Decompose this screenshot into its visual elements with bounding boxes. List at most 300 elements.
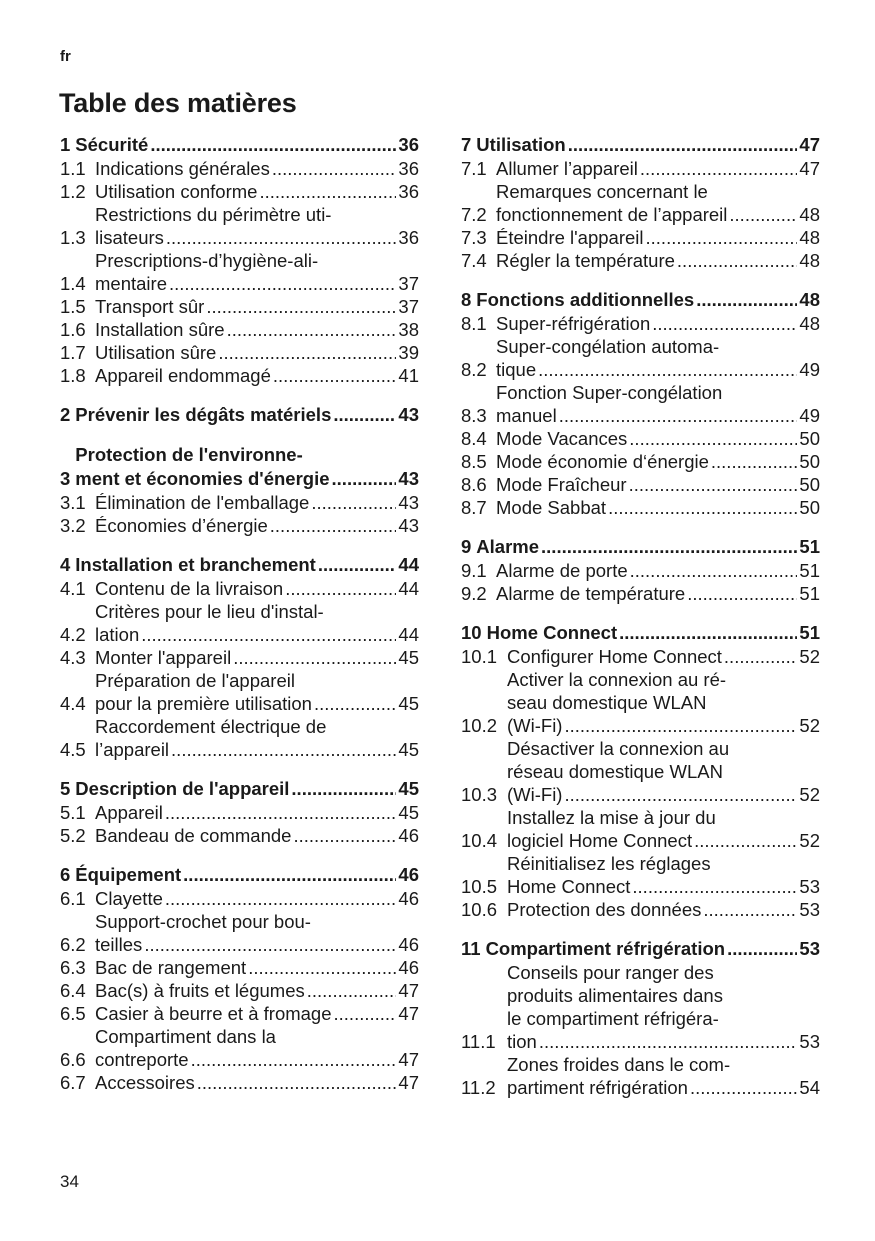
toc-leader xyxy=(727,937,797,961)
toc-entry[interactable] xyxy=(461,737,820,806)
toc-number: 6.4 xyxy=(60,980,86,1001)
toc-leader xyxy=(640,157,798,180)
toc-title: Mode Sabbat xyxy=(496,497,607,518)
toc-page-number: 53 xyxy=(799,899,820,920)
toc-number: 8.6 xyxy=(461,474,487,495)
toc-section[interactable] xyxy=(60,133,419,157)
toc-page-number: 43 xyxy=(398,492,419,513)
toc-number: 6.1 xyxy=(60,888,86,909)
toc-title: Utilisation sûre xyxy=(95,342,217,363)
toc-number: 1 xyxy=(60,134,71,155)
toc-leader xyxy=(293,824,396,847)
toc-page-number: 46 xyxy=(398,825,419,846)
toc-entry[interactable] xyxy=(461,226,820,249)
toc-section[interactable] xyxy=(60,443,419,491)
toc-leader xyxy=(191,1048,397,1071)
toc-entry[interactable] xyxy=(461,157,820,180)
toc-entry[interactable] xyxy=(60,801,419,824)
toc-leader xyxy=(332,467,397,491)
toc-title: Prévenir les dégâts matériels xyxy=(75,404,332,425)
toc-page-number: 46 xyxy=(398,864,419,885)
toc-number: 7.1 xyxy=(461,158,487,179)
toc-number: 10.5 xyxy=(461,876,498,897)
toc-number: 3.2 xyxy=(60,515,86,536)
toc-entry[interactable] xyxy=(461,381,820,427)
toc-title: Alarme xyxy=(476,536,540,557)
toc-page-number: 48 xyxy=(799,313,820,334)
toc-title: Zones froides dans le com- xyxy=(507,1054,731,1075)
toc-title: Éteindre l'appareil xyxy=(496,227,644,248)
toc-entry[interactable] xyxy=(461,898,820,921)
toc-entry[interactable] xyxy=(60,910,419,956)
toc-number: 6.2 xyxy=(60,934,86,955)
toc-title: Sécurité xyxy=(75,134,149,155)
toc-title: pour la première utilisation xyxy=(95,693,312,714)
toc-leader xyxy=(630,559,798,582)
toc-leader xyxy=(568,133,798,157)
toc-number: 5.2 xyxy=(60,825,86,846)
toc-title: manuel xyxy=(496,405,557,426)
toc-title: Compartiment réfrigération xyxy=(485,938,726,959)
toc-leader xyxy=(564,714,797,737)
toc-title: contreporte xyxy=(95,1049,189,1070)
toc-number: 6.7 xyxy=(60,1072,86,1093)
toc-leader xyxy=(311,491,396,514)
toc-section[interactable] xyxy=(461,288,820,312)
toc-number: 10.2 xyxy=(461,715,498,736)
toc-leader xyxy=(629,473,798,496)
toc-title: Allumer l’appareil xyxy=(496,158,638,179)
toc-number: 1.6 xyxy=(60,319,86,340)
toc-title: Description de l'appareil xyxy=(75,778,290,799)
toc-entry[interactable] xyxy=(461,961,820,1053)
toc-title: Home Connect xyxy=(486,622,618,643)
toc-leader xyxy=(197,1071,397,1094)
toc-page-number: 43 xyxy=(398,404,419,425)
toc-leader xyxy=(218,341,396,364)
toc-title: Casier à beurre et à fromage xyxy=(95,1003,332,1024)
toc-number: 11.2 xyxy=(461,1077,496,1098)
toc-leader xyxy=(729,203,797,226)
toc-leader xyxy=(334,1002,397,1025)
toc-leader xyxy=(273,364,397,387)
toc-title: Équipement xyxy=(75,864,182,885)
toc-leader xyxy=(206,295,396,318)
toc-page-number: 45 xyxy=(398,802,419,823)
toc-title: Installation sûre xyxy=(95,319,225,340)
toc-number: 6 xyxy=(60,864,71,885)
toc-leader xyxy=(248,956,396,979)
toc-leader xyxy=(711,450,798,473)
toc-page-number: 52 xyxy=(799,715,820,736)
toc-leader xyxy=(646,226,798,249)
toc-section[interactable] xyxy=(461,937,820,961)
toc-page-number: 37 xyxy=(398,296,419,317)
toc-leader xyxy=(559,404,798,427)
toc-number: 1.3 xyxy=(60,227,86,248)
toc-number: 2 xyxy=(60,404,71,425)
toc-number: 6.3 xyxy=(60,957,86,978)
toc-page-number: 48 xyxy=(799,250,820,271)
toc-leader xyxy=(314,692,396,715)
toc-title: Protection de l'environne- xyxy=(75,444,303,465)
toc-page-number: 50 xyxy=(799,428,820,449)
toc-page-number: 51 xyxy=(799,536,820,557)
toc-title: fonctionnement de l’appareil xyxy=(496,204,728,225)
toc-page-number: 49 xyxy=(799,359,820,380)
toc-entry[interactable] xyxy=(60,600,419,646)
toc-leader xyxy=(270,514,397,537)
toc-number: 8.3 xyxy=(461,405,487,426)
toc-number: 4.5 xyxy=(60,739,86,760)
toc-leader xyxy=(166,226,397,249)
toc-number: 9.1 xyxy=(461,560,487,581)
toc-number: 10 xyxy=(461,622,482,643)
toc-leader xyxy=(677,249,798,272)
toc-leader xyxy=(652,312,797,335)
toc-number: 5.1 xyxy=(60,802,86,823)
toc-section[interactable] xyxy=(461,535,820,559)
toc-title: (Wi-Fi) xyxy=(507,715,563,736)
toc-page-number: 53 xyxy=(799,876,820,897)
toc-page-number: 52 xyxy=(799,784,820,805)
toc-title: Critères pour le lieu d'instal- xyxy=(95,601,324,622)
toc-title: Conseils pour ranger des xyxy=(507,962,714,983)
toc-number: 5 xyxy=(60,778,71,799)
toc-leader xyxy=(318,553,397,577)
toc-number: 10.1 xyxy=(461,646,498,667)
toc-entry[interactable] xyxy=(461,249,820,272)
toc-number: 4.3 xyxy=(60,647,86,668)
toc-number: 1.7 xyxy=(60,342,86,363)
toc-title: Protection des données xyxy=(507,899,702,920)
toc-leader xyxy=(165,887,397,910)
toc-number: 11 xyxy=(461,938,481,959)
toc-page-number: 38 xyxy=(398,319,419,340)
toc-title: mentaire xyxy=(95,273,167,294)
toc-title: Régler la température xyxy=(496,250,675,271)
toc-page-number: 45 xyxy=(398,647,419,668)
toc-entry[interactable] xyxy=(60,824,419,847)
toc-leader xyxy=(259,180,396,203)
toc-page-number: 48 xyxy=(799,289,820,310)
toc-title: Bandeau de commande xyxy=(95,825,292,846)
toc-leader xyxy=(171,738,396,761)
toc-page-number: 47 xyxy=(398,1072,419,1093)
toc-title: Bac(s) à fruits et légumes xyxy=(95,980,305,1001)
toc-page-number: 50 xyxy=(799,474,820,495)
toc-leader xyxy=(619,621,797,645)
toc-leader xyxy=(541,535,797,559)
toc-number: 7.2 xyxy=(461,204,487,225)
toc-page-number: 45 xyxy=(398,693,419,714)
toc-leader xyxy=(538,358,797,381)
toc-title: Super-réfrigération xyxy=(496,313,651,334)
toc-title: Appareil xyxy=(95,802,163,823)
toc-title: teilles xyxy=(95,934,143,955)
page-title: Table des matières xyxy=(59,88,297,118)
toc-title: Support-crochet pour bou- xyxy=(95,911,311,932)
toc-title: Home Connect xyxy=(507,876,631,897)
toc-leader xyxy=(165,801,397,824)
toc-entry[interactable] xyxy=(60,956,419,979)
toc-title: tion xyxy=(507,1031,537,1052)
toc-title: Activer la connexion au ré- xyxy=(507,669,727,690)
toc-page-number: 50 xyxy=(799,451,820,472)
toc-title: Utilisation conforme xyxy=(95,181,258,202)
toc-entry[interactable] xyxy=(461,806,820,852)
toc-title: partiment réfrigération xyxy=(507,1077,688,1098)
toc-number: 8.4 xyxy=(461,428,487,449)
toc-leader xyxy=(629,427,797,450)
toc-page-number: 37 xyxy=(398,273,419,294)
toc-number: 8.7 xyxy=(461,497,487,518)
toc-entry[interactable] xyxy=(60,491,419,514)
toc-page-number: 44 xyxy=(398,624,419,645)
toc-page-number: 39 xyxy=(398,342,419,363)
toc-right-column xyxy=(461,133,820,1099)
toc-page-number: 49 xyxy=(799,405,820,426)
toc-number: 1.4 xyxy=(60,273,86,294)
toc-page-number: 41 xyxy=(398,365,419,386)
toc-number: 8.2 xyxy=(461,359,487,380)
toc-number: 1.2 xyxy=(60,181,86,202)
toc-section[interactable] xyxy=(461,621,820,645)
toc-page-number: 36 xyxy=(398,181,419,202)
toc-page-number: 36 xyxy=(398,134,419,155)
toc-entry[interactable] xyxy=(461,668,820,737)
toc-page-number: 47 xyxy=(398,1049,419,1070)
toc-title: Utilisation xyxy=(476,134,566,155)
toc-page-number: 46 xyxy=(398,957,419,978)
toc-left-column xyxy=(60,133,419,1094)
toc-title: logiciel Home Connect xyxy=(507,830,693,851)
toc-entry[interactable] xyxy=(60,979,419,1002)
toc-entry[interactable] xyxy=(461,450,820,473)
toc-title: réseau domestique WLAN xyxy=(507,761,723,782)
toc-title: Fonctions additionnelles xyxy=(476,289,695,310)
toc-title: Bac de rangement xyxy=(95,957,247,978)
toc-leader xyxy=(703,898,797,921)
toc-entry[interactable] xyxy=(461,427,820,450)
toc-title: Installez la mise à jour du xyxy=(507,807,716,828)
toc-entry[interactable] xyxy=(461,180,820,226)
toc-number: 10.6 xyxy=(461,899,498,920)
toc-leader xyxy=(291,777,396,801)
toc-entry[interactable] xyxy=(60,577,419,600)
toc-entry[interactable] xyxy=(60,341,419,364)
toc-page-number: 46 xyxy=(398,934,419,955)
toc-entry[interactable] xyxy=(60,180,419,203)
toc-page-number: 48 xyxy=(799,227,820,248)
toc-entry[interactable] xyxy=(60,514,419,537)
toc-title: lation xyxy=(95,624,140,645)
toc-title: Indications générales xyxy=(95,158,270,179)
toc-leader xyxy=(285,577,396,600)
toc-page-number: 51 xyxy=(799,583,820,604)
toc-entry[interactable] xyxy=(461,559,820,582)
toc-leader xyxy=(272,157,397,180)
toc-leader xyxy=(233,646,396,669)
toc-leader xyxy=(687,582,797,605)
toc-entry[interactable] xyxy=(60,364,419,387)
toc-section[interactable] xyxy=(60,863,419,887)
toc-page-number: 47 xyxy=(799,158,820,179)
toc-section[interactable] xyxy=(60,403,419,427)
toc-number: 9 xyxy=(461,536,472,557)
toc-leader xyxy=(169,272,396,295)
toc-leader xyxy=(608,496,797,519)
toc-number: 11.1 xyxy=(461,1031,496,1052)
toc-page-number: 53 xyxy=(799,938,820,959)
toc-page-number: 51 xyxy=(799,622,820,643)
toc-title: Appareil endommagé xyxy=(95,365,271,386)
toc-leader xyxy=(632,875,797,898)
toc-number: 3 xyxy=(60,468,71,489)
toc-leader xyxy=(144,933,396,956)
toc-page-number: 43 xyxy=(398,468,419,489)
toc-entry[interactable] xyxy=(461,496,820,519)
toc-title: Compartiment dans la xyxy=(95,1026,276,1047)
toc-title: Accessoires xyxy=(95,1072,195,1093)
toc-title: Contenu de la livraison xyxy=(95,578,284,599)
language-code: fr xyxy=(60,48,71,65)
toc-title: lisateurs xyxy=(95,227,164,248)
toc-entry[interactable] xyxy=(461,1053,820,1099)
toc-title: Monter l'appareil xyxy=(95,647,232,668)
toc-leader xyxy=(307,979,397,1002)
toc-entry[interactable] xyxy=(461,582,820,605)
toc-number: 1.5 xyxy=(60,296,86,317)
toc-title: Clayette xyxy=(95,888,163,909)
toc-leader xyxy=(694,829,797,852)
toc-page-number: 44 xyxy=(398,578,419,599)
toc-title: Installation et branchement xyxy=(75,554,316,575)
toc-title: tique xyxy=(496,359,537,380)
toc-page-number: 36 xyxy=(398,158,419,179)
toc-number: 10.4 xyxy=(461,830,498,851)
toc-page-number: 47 xyxy=(799,134,820,155)
toc-title: ment et économies d'énergie xyxy=(75,468,330,489)
toc-entry[interactable] xyxy=(461,852,820,898)
toc-number: 8.5 xyxy=(461,451,487,472)
toc-entry[interactable] xyxy=(60,715,419,761)
toc-leader xyxy=(150,133,396,157)
toc-title: Réinitialisez les réglages xyxy=(507,853,711,874)
toc-leader xyxy=(696,288,797,312)
toc-number: 6.5 xyxy=(60,1003,86,1024)
toc-number: 1.1 xyxy=(60,158,86,179)
toc-title: Restrictions du périmètre uti- xyxy=(95,204,332,225)
toc-section[interactable] xyxy=(60,777,419,801)
toc-entry[interactable] xyxy=(461,473,820,496)
toc-entry[interactable] xyxy=(461,645,820,668)
toc-title: Transport sûr xyxy=(95,296,205,317)
toc-page-number: 46 xyxy=(398,888,419,909)
toc-leader xyxy=(183,863,396,887)
toc-page-number: 47 xyxy=(398,980,419,1001)
toc-title: Alarme de température xyxy=(496,583,686,604)
toc-page-number: 43 xyxy=(398,515,419,536)
toc-number: 10.3 xyxy=(461,784,498,805)
toc-entry[interactable] xyxy=(461,312,820,335)
toc-page-number: 50 xyxy=(799,497,820,518)
toc-page-number: 54 xyxy=(799,1077,820,1098)
toc-title: Élimination de l'emballage xyxy=(95,492,310,513)
toc-title: Fonction Super-congélation xyxy=(496,382,723,403)
toc-number: 7.3 xyxy=(461,227,487,248)
toc-page-number: 52 xyxy=(799,646,820,667)
toc-entry[interactable] xyxy=(60,249,419,295)
toc-title: Super-congélation automa- xyxy=(496,336,720,357)
toc-leader xyxy=(724,645,798,668)
toc-page-number: 48 xyxy=(799,204,820,225)
toc-page-number: 45 xyxy=(398,778,419,799)
toc-page-number: 47 xyxy=(398,1003,419,1024)
toc-entry[interactable] xyxy=(60,318,419,341)
toc-leader xyxy=(690,1076,797,1099)
toc-page-number: 44 xyxy=(398,554,419,575)
toc-entry[interactable] xyxy=(60,1071,419,1094)
toc-page-number: 45 xyxy=(398,739,419,760)
toc-title: Raccordement électrique de xyxy=(95,716,327,737)
toc-page-number: 53 xyxy=(799,1031,820,1052)
toc-leader xyxy=(564,783,797,806)
toc-section[interactable] xyxy=(461,133,820,157)
toc-title: Désactiver la connexion au xyxy=(507,738,730,759)
toc-entry[interactable] xyxy=(60,203,419,249)
toc-leader xyxy=(227,318,397,341)
toc-entry[interactable] xyxy=(60,887,419,910)
toc-title: seau domestique WLAN xyxy=(507,692,707,713)
toc-title: Mode économie d‘énergie xyxy=(496,451,709,472)
toc-title: Prescriptions-d’hygiène-ali- xyxy=(95,250,319,271)
toc-title: Mode Fraîcheur xyxy=(496,474,627,495)
toc-entry[interactable] xyxy=(60,646,419,669)
toc-entry[interactable] xyxy=(60,1002,419,1025)
toc-page-number: 36 xyxy=(398,227,419,248)
toc-number: 7.4 xyxy=(461,250,487,271)
toc-page-number: 52 xyxy=(799,830,820,851)
toc-title: Économies d’énergie xyxy=(95,515,268,536)
toc-entry[interactable] xyxy=(60,295,419,318)
toc-leader xyxy=(539,1030,798,1053)
toc-number: 7 xyxy=(461,134,472,155)
toc-number: 4.1 xyxy=(60,578,86,599)
toc-number: 8 xyxy=(461,289,472,310)
toc-entry[interactable] xyxy=(60,157,419,180)
toc-entry[interactable] xyxy=(461,335,820,381)
toc-leader xyxy=(141,623,396,646)
toc-section[interactable] xyxy=(60,553,419,577)
toc-number: 4 xyxy=(60,554,71,575)
toc-number: 3.1 xyxy=(60,492,86,513)
toc-title: l’appareil xyxy=(95,739,170,760)
toc-title: Mode Vacances xyxy=(496,428,628,449)
toc-number: 1.8 xyxy=(60,365,86,386)
toc-title: (Wi-Fi) xyxy=(507,784,563,805)
page-number: 34 xyxy=(60,1172,79,1191)
toc-number: 6.6 xyxy=(60,1049,86,1070)
toc-entry[interactable] xyxy=(60,669,419,715)
toc-title: produits alimentaires dans xyxy=(507,985,723,1006)
toc-title: Configurer Home Connect xyxy=(507,646,722,667)
toc-page-number: 51 xyxy=(799,560,820,581)
toc-number: 8.1 xyxy=(461,313,487,334)
toc-entry[interactable] xyxy=(60,1025,419,1071)
toc-title: Remarques concernant le xyxy=(496,181,708,202)
toc-number: 9.2 xyxy=(461,583,487,604)
